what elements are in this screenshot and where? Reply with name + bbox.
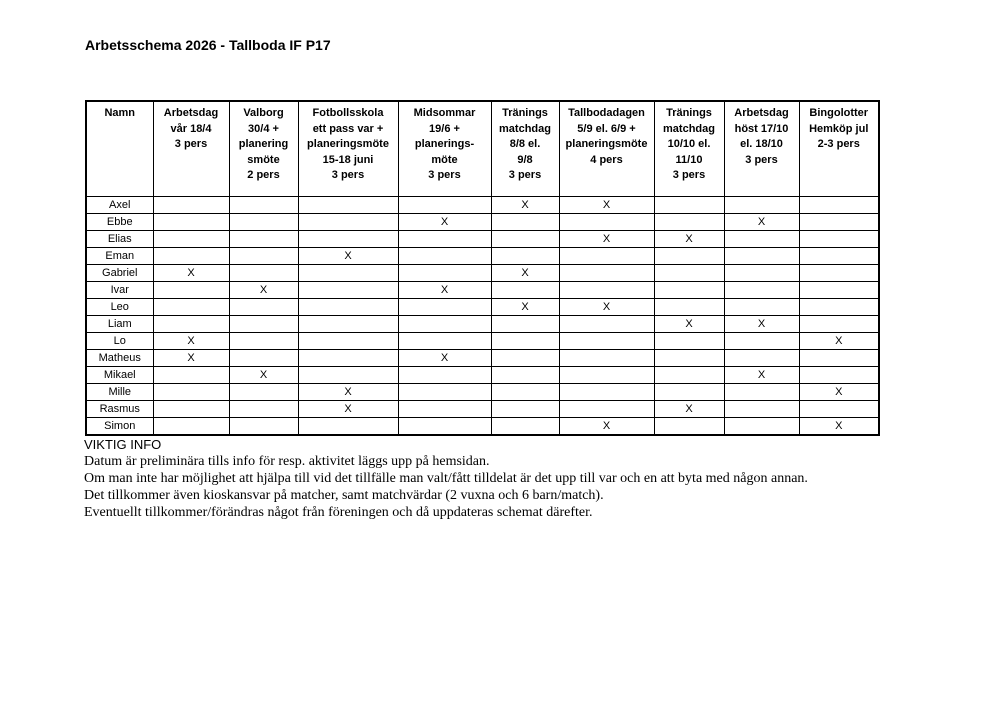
empty-cell: [724, 197, 799, 214]
table-row: [86, 214, 879, 231]
empty-cell: [799, 316, 879, 333]
empty-cell: [559, 248, 654, 265]
table-row: [86, 418, 879, 436]
empty-cell: [153, 316, 229, 333]
table-row: [86, 350, 879, 367]
table-row: [86, 401, 879, 418]
empty-cell: [398, 316, 491, 333]
table-row: [86, 231, 879, 248]
empty-cell: [229, 197, 298, 214]
column-header-arbetsdag-var: [153, 101, 229, 197]
empty-cell: [724, 265, 799, 282]
mark-cell: X: [153, 333, 229, 350]
mark-cell: X: [398, 214, 491, 231]
mark-cell: X: [398, 282, 491, 299]
empty-cell: [799, 231, 879, 248]
name-cell: Rasmus: [86, 401, 153, 418]
empty-cell: [799, 401, 879, 418]
name-cell: Mikael: [86, 367, 153, 384]
empty-cell: [491, 231, 559, 248]
column-header-line: 8/8 el.: [509, 138, 541, 150]
empty-cell: [724, 333, 799, 350]
empty-cell: [491, 214, 559, 231]
mark-cell: X: [229, 282, 298, 299]
empty-cell: [398, 265, 491, 282]
page-title: Arbetsschema 2026 - Tallboda IF P17: [85, 37, 331, 53]
empty-cell: [398, 299, 491, 316]
empty-cell: [724, 384, 799, 401]
empty-cell: [153, 197, 229, 214]
table-row: [86, 367, 879, 384]
empty-cell: [654, 248, 724, 265]
empty-cell: [491, 350, 559, 367]
empty-cell: [298, 350, 398, 367]
name-cell: Axel: [86, 197, 153, 214]
mark-cell: X: [799, 418, 879, 436]
empty-cell: [799, 350, 879, 367]
column-header-line: Tränings: [502, 107, 548, 119]
empty-cell: [559, 333, 654, 350]
column-header-line: Arbetsdag: [734, 107, 789, 119]
empty-cell: [654, 367, 724, 384]
mark-cell: X: [491, 197, 559, 214]
mark-cell: X: [229, 367, 298, 384]
column-header-line: 30/4 +: [248, 122, 279, 135]
column-header-line: 11/10: [675, 153, 703, 166]
empty-cell: [298, 265, 398, 282]
empty-cell: [298, 197, 398, 214]
note-line: Om man inte har möjlighet att hjälpa till vid det tillfälle man valt/fått tilldelat är det upp till var och en att byta med någon annan.: [84, 471, 808, 486]
mark-cell: X: [559, 197, 654, 214]
mark-cell: X: [298, 248, 398, 265]
empty-cell: [398, 367, 491, 384]
empty-cell: [398, 401, 491, 418]
empty-cell: [398, 197, 491, 214]
schedule-header: [86, 101, 879, 197]
note-line: Eventuellt tillkommer/förändras något från föreningen och då uppdateras schemat därefter.: [84, 505, 593, 520]
empty-cell: [298, 316, 398, 333]
empty-cell: [559, 282, 654, 299]
empty-cell: [724, 282, 799, 299]
name-cell: Mille: [86, 384, 153, 401]
column-header-line: 5/9 el. 6/9 +: [577, 122, 636, 135]
mark-cell: X: [298, 384, 398, 401]
empty-cell: [229, 401, 298, 418]
column-header-line: planeringsmöte: [565, 138, 648, 150]
note-line: Det tillkommer även kioskansvar på matcher, samt matchvärdar (2 vuxna och 6 barn/match).: [84, 488, 604, 503]
column-header-line: el. 18/10: [740, 138, 783, 150]
column-header-line: Tränings: [666, 107, 712, 119]
mark-cell: X: [654, 316, 724, 333]
empty-cell: [298, 418, 398, 436]
mark-cell: X: [153, 265, 229, 282]
empty-cell: [229, 350, 298, 367]
mark-cell: X: [298, 401, 398, 418]
column-header-line: ett pass var +: [312, 122, 384, 135]
column-header-line: planerings-: [414, 138, 475, 150]
column-header-line: 3 pers: [331, 169, 365, 181]
mark-cell: X: [559, 418, 654, 436]
empty-cell: [654, 214, 724, 231]
column-header-arbetsdag-host: [724, 101, 799, 197]
name-cell: Ebbe: [86, 214, 153, 231]
column-header-traning-aug: [491, 101, 559, 197]
empty-cell: [229, 265, 298, 282]
empty-cell: [491, 248, 559, 265]
table-row: [86, 282, 879, 299]
empty-cell: [724, 350, 799, 367]
empty-cell: [229, 333, 298, 350]
empty-cell: [559, 214, 654, 231]
empty-cell: [229, 316, 298, 333]
column-header-line: Hemköp jul: [809, 122, 869, 135]
empty-cell: [559, 367, 654, 384]
mark-cell: X: [559, 299, 654, 316]
column-header-line: Namn: [104, 107, 136, 119]
column-header-tallbodadagen: [559, 101, 654, 197]
column-header-line: matchdag: [499, 122, 551, 135]
empty-cell: [229, 384, 298, 401]
empty-cell: [799, 197, 879, 214]
empty-cell: [799, 214, 879, 231]
column-header-bingolotter: [799, 101, 879, 197]
empty-cell: [153, 367, 229, 384]
header-row: [86, 101, 879, 197]
empty-cell: [799, 299, 879, 316]
name-cell: Ivar: [86, 282, 153, 299]
empty-cell: [153, 401, 229, 418]
column-header-line: Arbetsdag: [163, 107, 219, 119]
empty-cell: [229, 248, 298, 265]
column-header-line: 2-3 pers: [817, 138, 860, 150]
empty-cell: [398, 418, 491, 436]
name-cell: Simon: [86, 418, 153, 436]
name-cell: Elias: [86, 231, 153, 248]
empty-cell: [229, 214, 298, 231]
column-header-valborg: [229, 101, 298, 197]
empty-cell: [559, 384, 654, 401]
column-header-line: 15-18 juni: [322, 153, 374, 166]
column-header-line: 3 pers: [508, 169, 542, 181]
empty-cell: [559, 350, 654, 367]
name-cell: Leo: [86, 299, 153, 316]
empty-cell: [724, 231, 799, 248]
column-header-line: 10/10 el.: [667, 138, 711, 150]
column-header-line: höst 17/10: [734, 122, 789, 135]
column-header-line: 3 pers: [174, 138, 208, 150]
empty-cell: [559, 265, 654, 282]
table-row: [86, 299, 879, 316]
mark-cell: X: [724, 214, 799, 231]
empty-cell: [398, 384, 491, 401]
column-header-line: 9/8: [517, 153, 533, 166]
empty-cell: [153, 384, 229, 401]
column-header-line: Fotbollsskola: [312, 107, 384, 119]
mark-cell: X: [398, 350, 491, 367]
name-cell: Matheus: [86, 350, 153, 367]
empty-cell: [298, 282, 398, 299]
column-header-line: 3 pers: [428, 169, 461, 181]
empty-cell: [491, 401, 559, 418]
table-row: [86, 265, 879, 282]
empty-cell: [654, 197, 724, 214]
empty-cell: [491, 333, 559, 350]
empty-cell: [398, 231, 491, 248]
table-row: [86, 197, 879, 214]
empty-cell: [654, 299, 724, 316]
notes-heading: VIKTIG INFO: [84, 437, 162, 452]
table-row: [86, 333, 879, 350]
name-cell: Liam: [86, 316, 153, 333]
column-header-line: Midsommar: [413, 107, 476, 119]
empty-cell: [799, 367, 879, 384]
empty-cell: [724, 401, 799, 418]
note-line: Datum är preliminära tills info för resp. aktivitet läggs upp på hemsidan.: [84, 454, 490, 469]
schedule-table: [85, 100, 880, 436]
empty-cell: [799, 282, 879, 299]
column-header-line: planeringsmöte: [307, 138, 389, 150]
empty-cell: [153, 299, 229, 316]
empty-cell: [491, 316, 559, 333]
column-header-line: Valborg: [243, 107, 284, 119]
empty-cell: [654, 418, 724, 436]
empty-cell: [153, 231, 229, 248]
column-header-line: planering: [238, 138, 289, 150]
empty-cell: [153, 248, 229, 265]
mark-cell: X: [724, 367, 799, 384]
empty-cell: [799, 265, 879, 282]
mark-cell: X: [654, 231, 724, 248]
empty-cell: [298, 231, 398, 248]
empty-cell: [724, 248, 799, 265]
empty-cell: [491, 418, 559, 436]
empty-cell: [654, 265, 724, 282]
empty-cell: [298, 299, 398, 316]
empty-cell: [724, 299, 799, 316]
empty-cell: [491, 282, 559, 299]
empty-cell: [654, 333, 724, 350]
empty-cell: [153, 282, 229, 299]
name-cell: Lo: [86, 333, 153, 350]
column-header-namn: [86, 101, 153, 197]
empty-cell: [153, 214, 229, 231]
empty-cell: [298, 367, 398, 384]
column-header-line: smöte: [247, 153, 280, 166]
table-row: [86, 384, 879, 401]
mark-cell: X: [654, 401, 724, 418]
column-header-line: Tallbodadagen: [568, 107, 645, 119]
column-header-line: matchdag: [663, 122, 715, 135]
mark-cell: X: [153, 350, 229, 367]
mark-cell: X: [799, 384, 879, 401]
empty-cell: [559, 401, 654, 418]
empty-cell: [298, 214, 398, 231]
mark-cell: X: [491, 299, 559, 316]
empty-cell: [799, 248, 879, 265]
empty-cell: [491, 384, 559, 401]
name-cell: Eman: [86, 248, 153, 265]
schedule-body: [86, 197, 879, 436]
empty-cell: [654, 384, 724, 401]
empty-cell: [491, 367, 559, 384]
table-row: [86, 248, 879, 265]
empty-cell: [229, 299, 298, 316]
mark-cell: X: [724, 316, 799, 333]
empty-cell: [229, 418, 298, 436]
empty-cell: [153, 418, 229, 436]
empty-cell: [298, 333, 398, 350]
empty-cell: [654, 282, 724, 299]
column-header-fotbollsskola: [298, 101, 398, 197]
empty-cell: [398, 333, 491, 350]
column-header-midsommar: [398, 101, 491, 197]
column-header-line: 3 pers: [745, 153, 778, 166]
column-header-line: Bingolotter: [809, 107, 869, 119]
notes-section: [84, 436, 964, 521]
empty-cell: [229, 231, 298, 248]
table-row: [86, 316, 879, 333]
column-header-line: 4 pers: [590, 153, 623, 166]
mark-cell: X: [799, 333, 879, 350]
column-header-line: 2 pers: [247, 169, 280, 181]
column-header-line: möte: [431, 153, 458, 166]
column-header-line: 19/6 +: [429, 122, 460, 135]
column-header-line: 3 pers: [672, 169, 706, 181]
name-cell: Gabriel: [86, 265, 153, 282]
mark-cell: X: [559, 231, 654, 248]
empty-cell: [654, 350, 724, 367]
column-header-traning-okt: [654, 101, 724, 197]
empty-cell: [559, 316, 654, 333]
column-header-line: vår 18/4: [170, 122, 212, 135]
empty-cell: [724, 418, 799, 436]
mark-cell: X: [491, 265, 559, 282]
empty-cell: [398, 248, 491, 265]
